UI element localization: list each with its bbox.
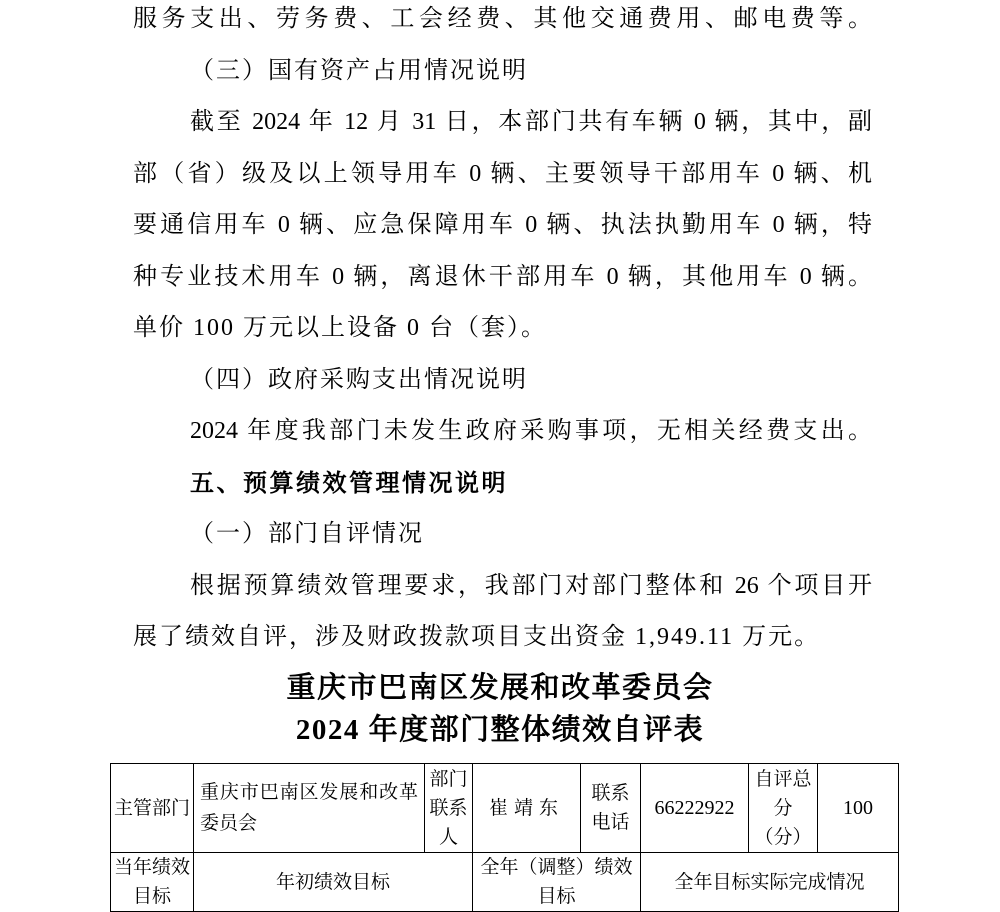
- dept-contact-label: 部门联系人: [425, 764, 473, 853]
- adjusted-goal-header: 全年（调整）绩效目标: [473, 853, 641, 912]
- body-line: 根据预算绩效管理要求，我部门对部门整体和 26 个项目开: [190, 572, 872, 599]
- table-title-year: 2024 年度部门整体绩效自评表: [295, 714, 705, 746]
- self-score-label: 自评总分（分）: [749, 764, 818, 853]
- section-heading-3: （三）国有资产占用情况说明: [190, 57, 528, 84]
- body-line: 2024 年度我部门未发生政府采购事项，无相关经费支出。: [190, 418, 872, 444]
- body-line: 截至 2024 年 12 月 31 日，本部门共有车辆 0 辆，其中，副: [190, 109, 872, 135]
- body-line: 展了绩效自评，涉及财政拨款项目支出资金 1,949.11 万元。: [133, 624, 821, 650]
- phone-value: 66222922: [641, 764, 749, 853]
- body-line: 服务支出、劳务费、工会经费、其他交通费用、邮电费等。: [133, 6, 872, 32]
- current-year-goal-label: 当年绩效目标: [111, 853, 194, 912]
- body-line: 要通信用车 0 辆、应急保障用车 0 辆、执法执勤用车 0 辆，特: [133, 212, 872, 238]
- table-row-contact: [111, 764, 899, 853]
- year-start-goal-header: 年初绩效目标: [194, 853, 473, 912]
- dept-contact-value: 崔靖东: [473, 764, 581, 853]
- supervisor-dept-label: 主管部门: [111, 764, 194, 853]
- phone-label: 联系电话: [581, 764, 641, 853]
- body-line: 种专业技术用车 0 辆，离退休干部用车 0 辆，其他用车 0 辆。: [133, 263, 872, 290]
- table-title-department: 重庆市巴南区发展和改革委员会: [286, 672, 714, 704]
- section-heading-4: （四）政府采购支出情况说明: [190, 366, 528, 393]
- supervisor-dept-value: 重庆市巴南区发展和改革委员会: [194, 764, 425, 853]
- body-line: 单价 100 万元以上设备 0 台（套）。: [133, 315, 547, 341]
- self-score-value: 100: [818, 764, 899, 853]
- table-row-goals-header: [111, 853, 899, 912]
- section-heading-1: （一）部门自评情况: [190, 521, 424, 547]
- chapter-heading-5: 五、预算绩效管理情况说明: [190, 469, 508, 497]
- body-text: [133, 0, 872, 664]
- goal-completion-header: 全年目标实际完成情况: [641, 853, 899, 912]
- self-evaluation-table: [110, 763, 899, 912]
- body-line: 部（省）级及以上领导用车 0 辆、主要领导干部用车 0 辆、机: [133, 160, 872, 187]
